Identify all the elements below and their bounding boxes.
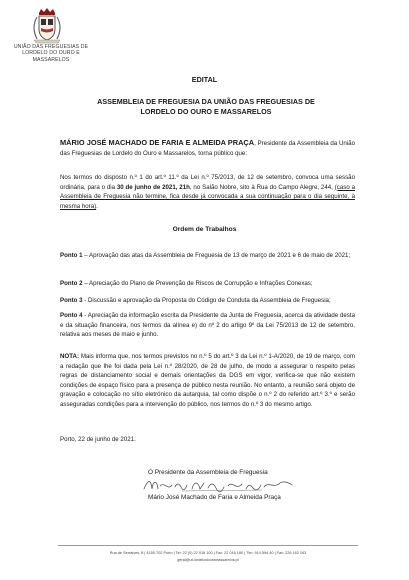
assembly-heading: [70, 97, 342, 117]
agenda-item-label: Ponto 1: [60, 252, 83, 259]
agenda-item-text: – Aprovação das atas da Assembleia de Freguesia de 13 de março de 2021 e 6 de maio de 2021;: [82, 252, 351, 259]
convocation-paragraph: [60, 173, 355, 211]
organization-name: [6, 44, 96, 63]
signature-title: O Presidente da Assembleia de Freguesia: [148, 469, 268, 476]
handwritten-signature: [142, 477, 294, 494]
agenda-item-3: [60, 296, 355, 306]
organization-name-line-1: UNIÃO DAS FREGUESIAS DE: [13, 44, 89, 50]
agenda-item-label: Ponto 3: [60, 297, 83, 304]
document-title: EDITAL: [191, 75, 218, 84]
agenda-item-2: [60, 279, 355, 289]
convocation-end: .: [96, 202, 98, 210]
agenda-item-text: - Discussão e aprovação da Proposta do Código de Conduta da Assembleia de Freguesia;: [82, 297, 331, 304]
footer-email: geral@uf-lordelodouromassarelos.pt: [177, 558, 239, 562]
intro-text: , Presidente da Assembleia da União das Freguesias de Lordelo do Ouro e Massarelos, torna público que:: [60, 140, 355, 157]
intro-paragraph: [60, 138, 355, 158]
agenda-item-1: [60, 251, 355, 261]
signature-name: Mário José Machado de Faria e Almeida Praça: [148, 494, 281, 501]
date-line: Porto, 22 de junho de 2021.: [60, 436, 136, 443]
agenda-item-text: - Apreciação da informação escrita da Presidente da Junta de Freguesia, acerca da atividade desta e da situação financeira, nos termos da alínea e) do nº 2 do artigo 9º da Lei 75/2013 de 12 de setembro, relativa aos meses de maio e junho.: [60, 312, 355, 339]
note-text: Mais informa que, nos termos previstos no n.º 5 do art.º 3 da Lei n.º 1-A/2020, de 19 de março, com a redação que lhe foi dada pela Lei n.º 28/2020, de 28 de julho, de modo a assegurar o respeito pelas regras de distanciamento social e demais orientações da DGS em vigor, verifica-se que não existem condições de espaço físico para a presença de público nesta reunião. No entanto, a reunião será objeto de gravação e colocação no sítio eletrónico da autarquia, tal como dispõe o n.º 2 do referido art.º 3.º e serão asseguradas condições para a intervenção do público, nos termos do n.º 3 do mesmo artigo.: [60, 353, 355, 408]
agenda-item-text: – Apreciação do Plano de Prevenção de Riscos de Corrupção e Infrações Conexas;: [82, 280, 313, 287]
organization-name-line-2: LORDELO DO OURO E MASSARELOS: [22, 50, 80, 63]
convocation-text-a: Nos termos do disposto n.º 1 do art.º 11.º da Lei n.º 75/2013, de 12 de setembro, convoca uma sessão ordinária, para o dia: [60, 174, 355, 191]
convocation-text-b: , no Salão Nobre, sito à Rua do Campo Alegre, 244,: [189, 183, 335, 191]
note-paragraph: [60, 352, 355, 410]
agenda-title: Ordem de Trabalhos: [172, 226, 237, 233]
assembly-heading-line-1: ASSEMBLEIA DE FREGUESIA DA UNIÃO DAS FREGUESIAS DE: [97, 97, 315, 106]
agenda-item-label: Ponto 4: [60, 312, 83, 319]
footer-contacts: Rua de Serralves, 8 | 4150-702 Porto | Tel: 22 (0) 22 016 100 | Fax: 22 016 180 | Tlm: 914 594 40 | Fax: 226 162 163: [109, 551, 307, 555]
note-label: NOTA:: [60, 353, 79, 360]
continuation-note: (caso a Assembleia de Freguesia não termine, fica desde já convocada a sua continuação para o dia seguinte, à mesma hora): [60, 183, 356, 210]
assembly-heading-line-2: LORDELO DO OURO E MASSARELOS: [140, 107, 272, 116]
footer-divider: [58, 545, 358, 546]
coat-of-arms-logo: [20, 7, 74, 45]
session-date: 30 de junho de 2021, 21h: [116, 183, 190, 191]
agenda-item-4: [60, 311, 355, 340]
agenda-item-label: Ponto 2: [60, 280, 83, 287]
president-name: MÁRIO JOSÉ MACHADO DE FARIA E ALMEIDA PRAÇA: [60, 138, 255, 147]
